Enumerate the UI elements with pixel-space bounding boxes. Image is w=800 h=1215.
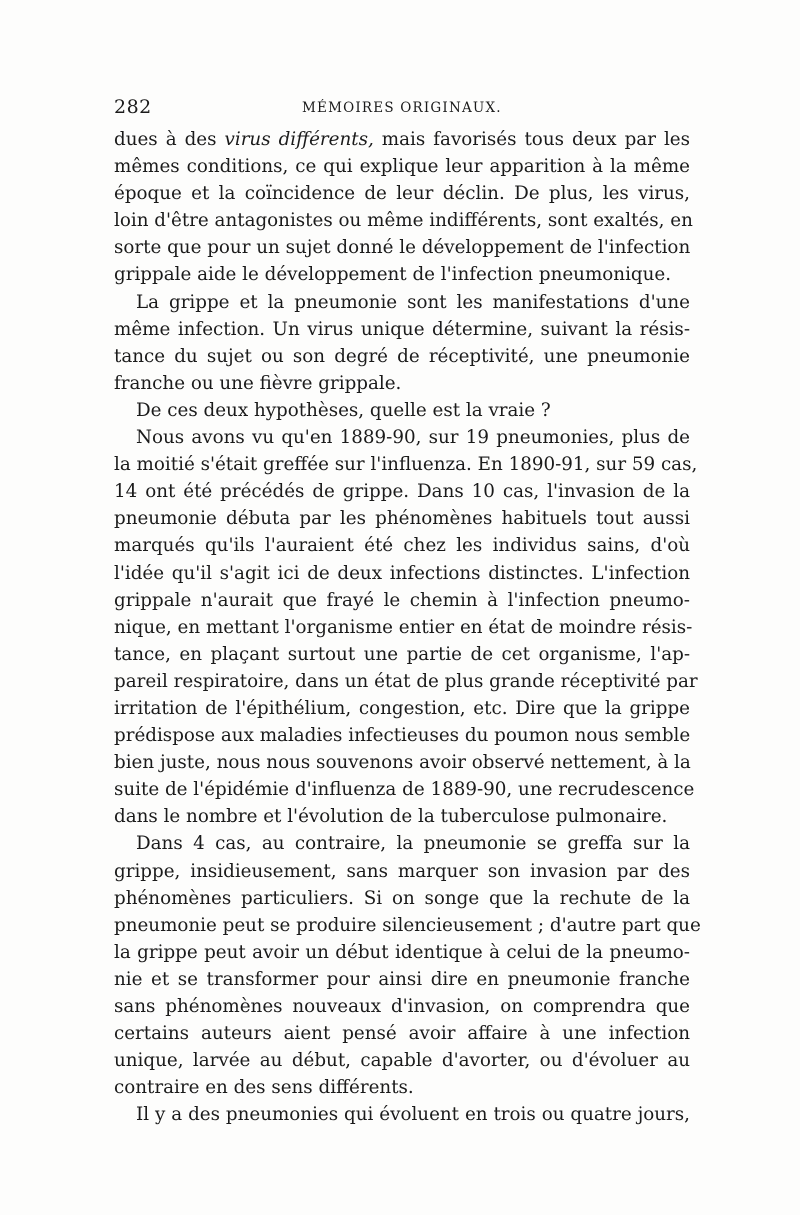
line-text: certains auteurs aient pensé avoir affaire à une infection — [114, 1023, 690, 1045]
line-text: nie et se transformer pour ainsi dire en pneumonie franche — [114, 968, 690, 990]
text-line — [114, 505, 690, 532]
text-line — [114, 966, 690, 993]
text-line — [114, 1101, 690, 1128]
page-number: 282 — [114, 96, 152, 118]
line-text: pneumonie peut se produire silencieusement ; d'autre part que — [114, 914, 701, 936]
text-line — [114, 885, 690, 912]
line-text: pareil respiratoire, dans un état de plus grande réceptivité par — [114, 670, 698, 692]
line-text: même infection. Un virus unique détermine, suivant la résis- — [114, 318, 690, 340]
text-line — [114, 153, 690, 180]
running-title: MÉMOIRES ORIGINAUX. — [302, 100, 502, 116]
text-line — [114, 749, 690, 776]
line-text: la grippe peut avoir un début identique à celui de la pneumo- — [114, 941, 690, 963]
text-line — [114, 587, 690, 614]
text-line — [114, 370, 690, 397]
text-line — [114, 180, 690, 207]
line-text: prédispose aux maladies infectieuses du poumon nous semble — [114, 725, 691, 747]
text-line — [114, 397, 690, 424]
line-text: Nous avons vu qu'en 1889-90, sur 19 pneumonies, plus de — [136, 427, 690, 449]
line-text: bien juste, nous nous souvenons avoir observé nettement, à la — [114, 752, 691, 774]
text-line — [114, 1047, 690, 1074]
line-text: dans le nombre et l'évolution de la tuberculose pulmonaire. — [114, 806, 668, 828]
text-line — [114, 858, 690, 885]
line-text: La grippe et la pneumonie sont les manifestations d'une — [136, 291, 690, 313]
line-text: nique, en mettant l'organisme entier en état de moindre résis- — [114, 616, 693, 638]
text-line — [114, 289, 690, 316]
line-text: Dans 4 cas, au contraire, la pneumonie se greffa sur la — [136, 833, 690, 855]
text-line — [114, 695, 690, 722]
text-line — [114, 316, 690, 343]
line-text: tance du sujet ou son degré de réceptivité, une pneumonie — [114, 345, 690, 367]
line-text: grippale n'aurait que frayé le chemin à l'infection pneumo- — [114, 589, 690, 611]
italic-text: virus différents, — [224, 129, 374, 150]
body-text — [114, 126, 701, 1128]
text-line — [114, 939, 690, 966]
line-text: époque et la coïncidence de leur déclin. De plus, les virus, — [114, 183, 690, 205]
line-text: tance, en plaçant surtout une partie de cet organisme, l'ap- — [114, 643, 690, 665]
text-line — [114, 1020, 690, 1047]
text-line — [114, 478, 690, 505]
text-line — [114, 776, 695, 803]
line-text: Il y a des pneumonies qui évoluent en trois ou quatre jours, — [136, 1104, 690, 1126]
line-text: suite de l'épidémie d'influenza de 1889-90, une recrudescence — [114, 779, 695, 801]
line-text: franche ou une fièvre grippale. — [114, 372, 402, 394]
line-text: sans phénomènes nouveaux d'invasion, on comprendra que — [114, 996, 690, 1017]
text-line — [114, 560, 690, 587]
text-line — [114, 993, 690, 1020]
line-text: la moitié s'était greffée sur l'influenza. En 1890-91, sur 59 cas, — [114, 454, 698, 476]
text-line — [114, 722, 690, 749]
line-text: mais favorisés tous deux par les — [373, 129, 690, 150]
text-line — [114, 234, 690, 261]
text-line — [114, 912, 701, 939]
line-text: loin d'être antagonistes ou même indifférents, sont exaltés, en — [114, 210, 693, 232]
text-line — [114, 424, 690, 451]
line-text: sorte que pour un sujet donné le développement de l'infection — [114, 237, 691, 259]
text-line — [114, 830, 690, 857]
line-text: grippe, insidieusement, sans marquer son invasion par des — [114, 860, 690, 882]
text-line — [114, 532, 690, 559]
text-line — [114, 614, 693, 641]
text-line — [114, 451, 698, 478]
text-line — [114, 803, 690, 830]
line-text: marqués qu'ils l'auraient été chez les individus sains, d'où — [114, 535, 690, 557]
line-text: pneumonie débuta par les phénomènes habituels tout aussi — [114, 508, 690, 530]
text-line — [114, 261, 690, 288]
text-line — [114, 343, 690, 370]
text-line — [114, 641, 690, 668]
line-text: mêmes conditions, ce qui explique leur apparition à la même — [114, 156, 690, 178]
line-text: unique, larvée au début, capable d'avorter, ou d'évoluer au — [114, 1050, 690, 1072]
text-line — [114, 126, 690, 153]
text-line — [114, 207, 693, 234]
line-text: l'idée qu'il s'agit ici de deux infections distinctes. L'infection — [114, 562, 690, 584]
running-header — [114, 96, 690, 124]
line-text: 14 ont été précédés de grippe. Dans 10 cas, l'invasion de la — [114, 481, 690, 503]
text-line — [114, 1074, 690, 1101]
line-text: De ces deux hypothèses, quelle est la vraie ? — [136, 399, 551, 421]
line-text: grippale aide le développement de l'infection pneumonique. — [114, 264, 672, 286]
line-text: contraire en des sens différents. — [114, 1077, 414, 1099]
line-text: dues à des — [114, 129, 225, 150]
line-text: phénomènes particuliers. Si on songe que la rechute de la — [114, 887, 690, 909]
line-text: irritation de l'épithélium, congestion, etc. Dire que la grippe — [114, 697, 690, 719]
text-line — [114, 668, 698, 695]
